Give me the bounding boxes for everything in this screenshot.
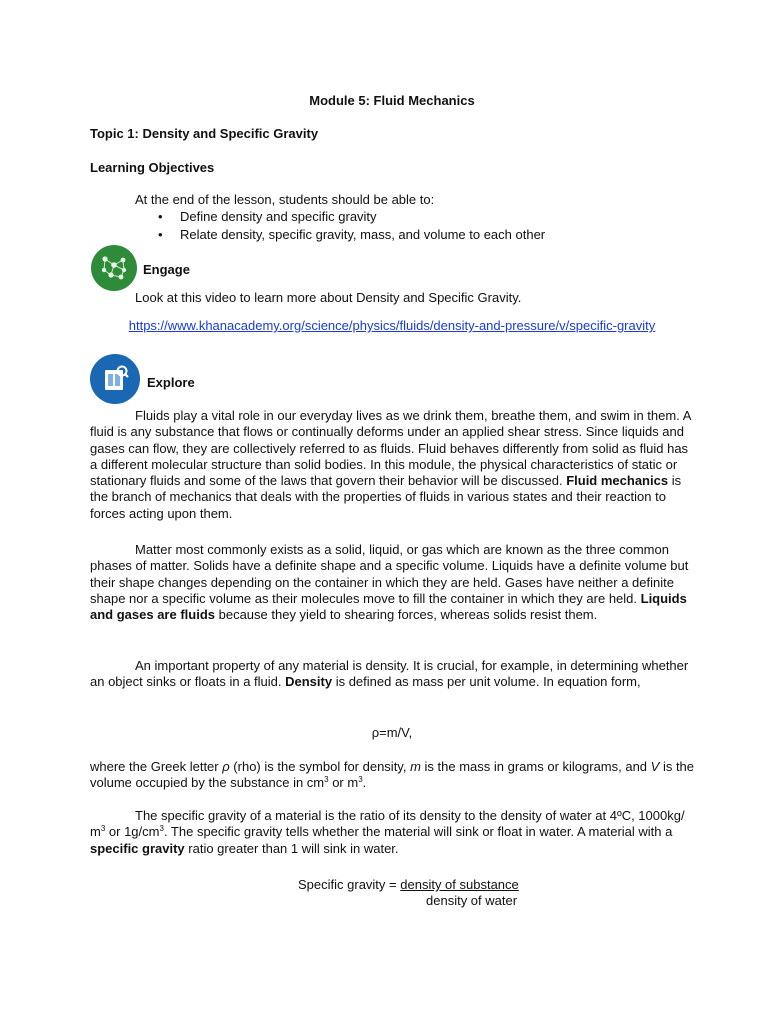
objective-item: • Define density and specific gravity [158, 209, 545, 227]
module-title: Module 5: Fluid Mechanics [309, 93, 475, 108]
objective-item: • Relate density, specific gravity, mass, and volume to each other [158, 227, 545, 245]
engage-text: Look at this video to learn more about Density and Specific Gravity. [135, 290, 522, 305]
document-search-icon [90, 354, 140, 404]
khan-academy-link[interactable]: https://www.khanacademy.org/science/physics/fluids/density-and-pressure/v/specific-gravity [128, 318, 656, 333]
topic-heading: Topic 1: Density and Specific Gravity [90, 126, 319, 141]
objectives-list [158, 209, 545, 245]
paragraph-symbols: where the Greek letter ρ (rho) is the symbol for density, m is the mass in grams or kilograms, and V is the volume occupied by the substance in $cm^3$ or $m^3$. [90, 759, 695, 791]
learning-objectives-heading: Learning Objectives [90, 160, 215, 175]
paragraph-matter: Matter most commonly exists as a solid, liquid, or gas which are known as the three common phases of matter. Solids have a definite shape and a specific volume. Liquids have a definite volume but their shape changes depending on the container in which they are held. Gases have neither a definite shape nor a specific volume as their molecules move to fill the container in which they are held. Liquids and gases are fluids because they yield to shearing forces, whereas solids resist them. [90, 542, 689, 623]
specific-gravity-formula: Specific gravity = density of substance [298, 877, 519, 892]
paragraph-fluids: Fluids play a vital role in our everyday lives as we drink them, breathe them, and swim in them. A fluid is any substance that flows or continually deforms under an applied shear stress. Since liquids and gases can flow, they are collectively referred to as fluids. Fluid behaves differently from solid as fluid has a different molecular structure than solid bodies. In this module, the physical characteristics of static or stationary fluids and some of the laws that govern their behavior will be discussed. Fluid mechanics is the branch of mechanics that deals with the properties of fluids in various states and their reaction to forces acting upon them. [90, 408, 691, 521]
density-formula: ρ=m/V, [371, 725, 413, 740]
paragraph-density: An important property of any material is density. It is crucial, for example, in determining whether an object sinks or floats in a fluid. Density is defined as mass per unit volume. In equation form, [90, 658, 689, 690]
objectives-intro: At the end of the lesson, students should be able to: [135, 192, 435, 207]
paragraph-specific-gravity: The specific gravity of a material is the ratio of its density to the density of water at 4ºC, 1000kg/ $m^3$ or $1g/cm^3$. The specific gravity tells whether the material will sink or float in water. A material with a specific gravity ratio greater than 1 will sink in water. [90, 808, 685, 856]
explore-heading: Explore [147, 375, 195, 390]
engage-heading: Engage [143, 262, 190, 277]
network-icon [91, 245, 137, 291]
specific-gravity-denominator: density of water [426, 893, 518, 908]
